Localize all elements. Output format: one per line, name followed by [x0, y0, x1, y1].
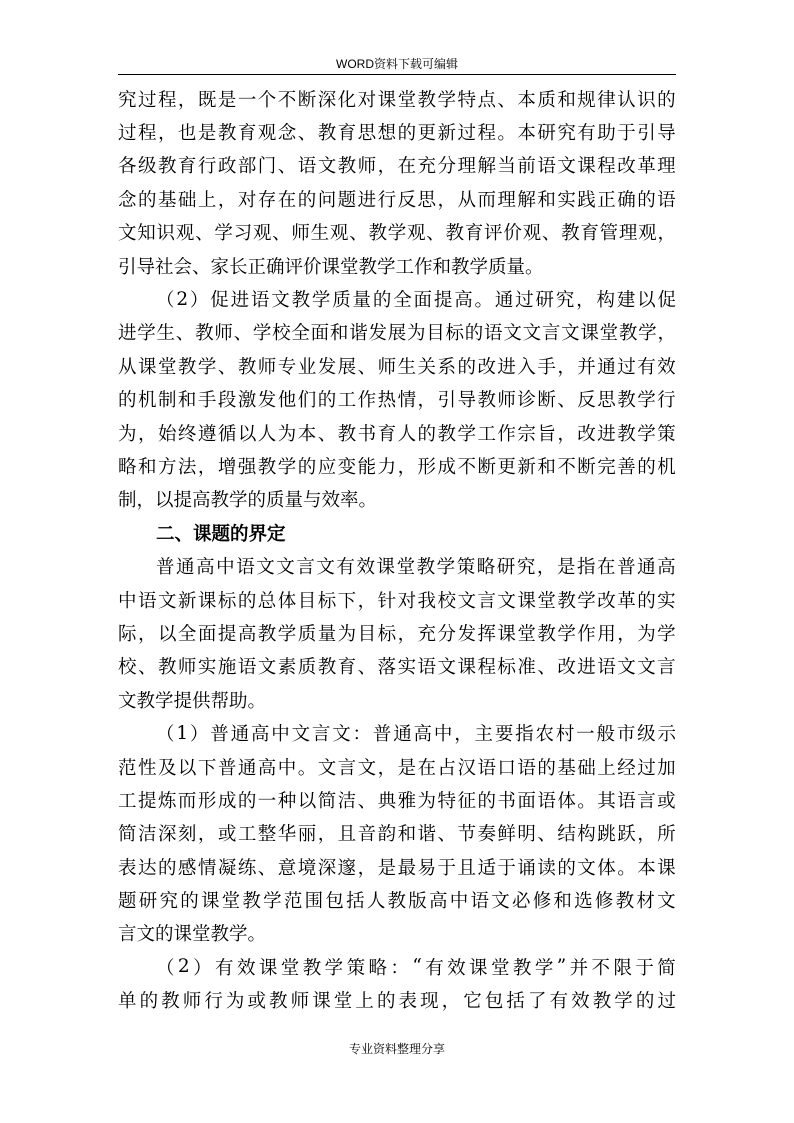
text-line: 际 ， 以 全 面 提 高 教 学 质 量 为 目 标 ， 充 分 发 挥 课 堂 教 学 作 用 ， 为 学 [118, 623, 676, 645]
text-line: 范 性 及 以 下 普 通 高 中 。 文 言 文 ， 是 在 占 汉 语 口 语 的 基 础 上 经 过 加 [118, 757, 676, 779]
text-line: 略 和 方 法 ， 增 强 教 学 的 应 变 能 力 ， 形 成 不 断 更 新 和 不 断 完 善 的 机 [118, 456, 676, 478]
text-line: （ 2 ） 有 效 课 堂 教 学 策 略 ： “ 有 效 课 堂 教 学 ” 并 不 限 于 简 [156, 956, 676, 979]
section-heading: 二、课题的界定 [156, 523, 286, 545]
text-line: 文教学提供帮助。 [118, 690, 267, 712]
text-line: 究 过 程 ， 既 是 一 个 不 断 深 化 对 课 堂 教 学 特 点 、 本 质 和 规 律 认 识 的 [118, 89, 676, 111]
text-line: 文 知 识 观 、 学 习 观 、 师 生 观 、 教 学 观 、 教 育 评 价 观 、 教 育 管 理 观 ， [118, 223, 676, 245]
text-line: 题 研 究 的 课 堂 教 学 范 围 包 括 人 教 版 高 中 语 文 必 修 和 选 修 教 材 文 [118, 891, 676, 913]
page-footer: 专业资料整理分享 [348, 1042, 445, 1056]
text-line: 表 达 的 感 情 凝 练 、 意 境 深 邃 ， 是 最 易 于 且 适 于 诵 读 的 文 体 。 本 课 [118, 857, 676, 879]
text-line: 为 ， 始 终 遵 循 以 人 为 本 、 教 书 育 人 的 教 学 工 作 宗 旨 ， 改 进 教 学 策 [118, 423, 676, 445]
header-rule [118, 74, 676, 75]
text-line: 念 的 基 础 上 ， 对 存 在 的 问 题 进 行 反 思 ， 从 而 理 解 和 实 践 正 确 的 语 [118, 189, 676, 211]
text-line: 引导社会、家长正确评价课堂教学工作和教学质量。 [118, 256, 544, 278]
text-line: 校 、 教 师 实 施 语 文 素 质 教 育 、 落 实 语 文 课 程 标 准 、 改 进 语 文 文 言 [118, 657, 676, 679]
text-line: 从 课 堂 教 学 、 教 师 专 业 发 展 、 师 生 关 系 的 改 进 入 手 ， 并 通 过 有 效 [118, 356, 676, 378]
text-line: 单 的 教 师 行 为 或 教 师 课 堂 上 的 表 现 ， 它 包 括 了 有 效 教 学 的 过 [118, 991, 676, 1013]
text-line: （ 1 ） 普 通 高 中 文 言 文 ： 普 通 高 中 ， 主 要 指 农 村 一 般 市 级 示 [156, 722, 676, 746]
text-line: 进 学 生 、 教 师 、 学 校 全 面 和 谐 发 展 为 目 标 的 语 文 文 言 文 课 堂 教 学 ， [118, 323, 676, 345]
text-line: 工 提 炼 而 形 成 的 一 种 以 简 洁 、 典 雅 为 特 征 的 书 面 语 体 。 其 语 言 或 [118, 790, 676, 812]
text-line: 过 程 ， 也 是 教 育 观 念 、 教 育 思 想 的 更 新 过 程 。 本 研 究 有 助 于 引 导 [118, 123, 676, 145]
text-line: 普 通 高 中 语 文 文 言 文 有 效 课 堂 教 学 策 略 研 究 ， 是 指 在 普 通 高 [156, 557, 676, 579]
text-line: 中 语 文 新 课 标 的 总 体 目 标 下 ， 针 对 我 校 文 言 文 课 堂 教 学 改 革 的 实 [118, 590, 676, 612]
text-line: 简 洁 深 刻 ， 或 工 整 华 丽 ， 且 音 韵 和 谐 、 节 奏 鲜 明 、 结 构 跳 跃 ， 所 [118, 824, 676, 846]
page-header: WORD资料下载可编辑 [336, 57, 458, 71]
document-body [118, 82, 676, 1017]
text-line: 各 级 教 育 行 政 部 门 、 语 文 教 师 ， 在 充 分 理 解 当 前 语 文 课 程 改 革 理 [118, 156, 676, 178]
text-line: （ 2 ） 促 进 语 文 教 学 质 量 的 全 面 提 高 。 通 过 研 究 ， 构 建 以 促 [156, 288, 676, 312]
text-line: 制，以提高教学的质量与效率。 [118, 490, 378, 512]
text-line: 言文的课堂教学。 [118, 924, 267, 946]
text-line: 的 机 制 和 手 段 激 发 他 们 的 工 作 热 情 ， 引 导 教 师 诊 断 、 反 思 教 学 行 [118, 390, 676, 412]
